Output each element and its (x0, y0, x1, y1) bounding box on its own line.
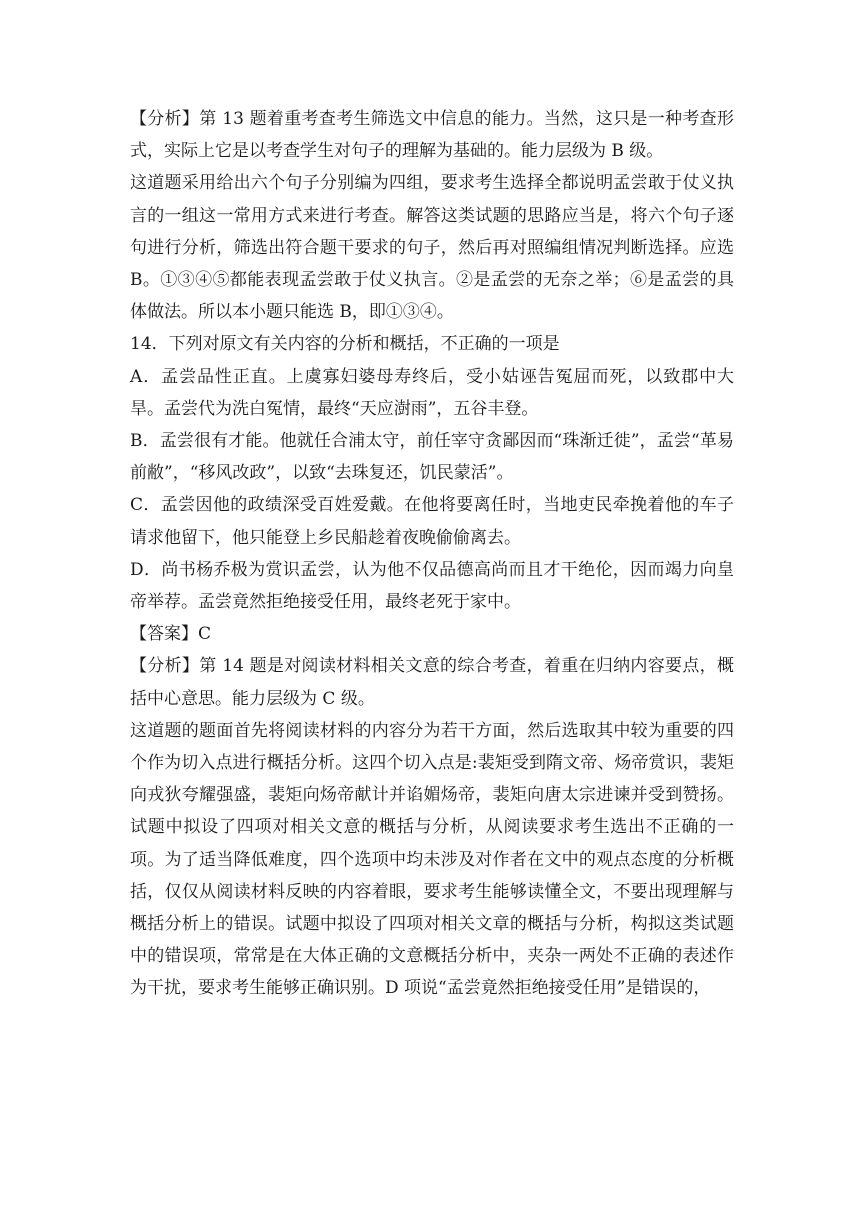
analysis-q14-paragraph: 【分析】第 14 题是对阅读材料相关文意的综合考查，着重在归纳内容要点，概括中心意思。能力层级为 C 级。 (130, 656, 734, 709)
analysis-q13-detail-paragraph: 这道题采用给出六个句子分别编为四组，要求考生选择全都说明孟尝敢于仗义执言的一组这一常用方式来进行考查。解答这类试题的思路应当是，将六个句子逐句进行分析，筛选出符合题干要求的句子，然后再对照编组情况判断选择。应选 B。①③④⑤都能表现孟尝敢于仗义执言。②是孟尝的无奈之举；⑥是孟尝的具体做法。所以本小题只能选 B，即①③④。 (130, 173, 734, 323)
question-14-option-c: C．孟尝因他的政绩深受百姓爱戴。在他将要离任时，当地吏民牵挽着他的车子请求他留下，他只能登上乡民船趁着夜晚偷偷离去。 (130, 495, 734, 548)
document-body (130, 103, 734, 1005)
question-14-option-d: D．尚书杨乔极为赏识孟尝，认为他不仅品德高尚而且才干绝伦，因而竭力向皇帝举荐。孟尝竟然拒绝接受任用，最终老死于家中。 (130, 559, 734, 613)
analysis-q13-paragraph: 【分析】第 13 题着重考查考生筛选文中信息的能力。当然，这只是一种考查形式，实际上它是以考查学生对句子的理解为基础的。能力层级为 B 级。 (130, 109, 734, 162)
analysis-q14-detail-paragraph: 这道题的题面首先将阅读材料的内容分为若干方面，然后选取其中较为重要的四个作为切入点进行概括分析。这四个切入点是:裴矩受到隋文帝、炀帝赏识，裴矩向戎狄夸耀强盛，裴矩向炀帝献计并谄媚炀帝，裴矩向唐太宗进谏并受到赞扬。试题中拟设了四项对相关文意的概括与分析，从阅读要求考生选出不正确的一项。为了适当降低难度，四个选项中均未涉及对作者在文中的观点态度的分析概括，仅仅从阅读材料反映的内容着眼，要求考生能够读懂全文，不要出现理解与概括分析上的错误。试题中拟设了四项对相关文章的概括与分析，构拟这类试题中的错误项，常常是在大体正确的文意概括分析中，夹杂一两处不正确的表述作为干扰，要求考生能够正确识别。D 项说“孟尝竟然拒绝接受任用”是错误的， (130, 720, 734, 999)
answer-q14: 【答案】C (130, 624, 212, 645)
question-14-option-a: A．孟尝品性正直。上虞寡妇婆母寿终后，受小姑诬告冤屈而死，以致郡中大旱。孟尝代为洗白冤情，最终“天应澍雨”，五谷丰登。 (130, 366, 734, 419)
question-14-option-b: B．孟尝很有才能。他就任合浦太守，前任宰守贪鄙因而“珠渐迁徙”，孟尝“革易前敝”，“移风改政”，以致“去珠复还，饥民蒙活”。 (130, 431, 734, 484)
question-14-stem: 14．下列对原文有关内容的分析和概括，不正确的一项是 (130, 334, 560, 355)
